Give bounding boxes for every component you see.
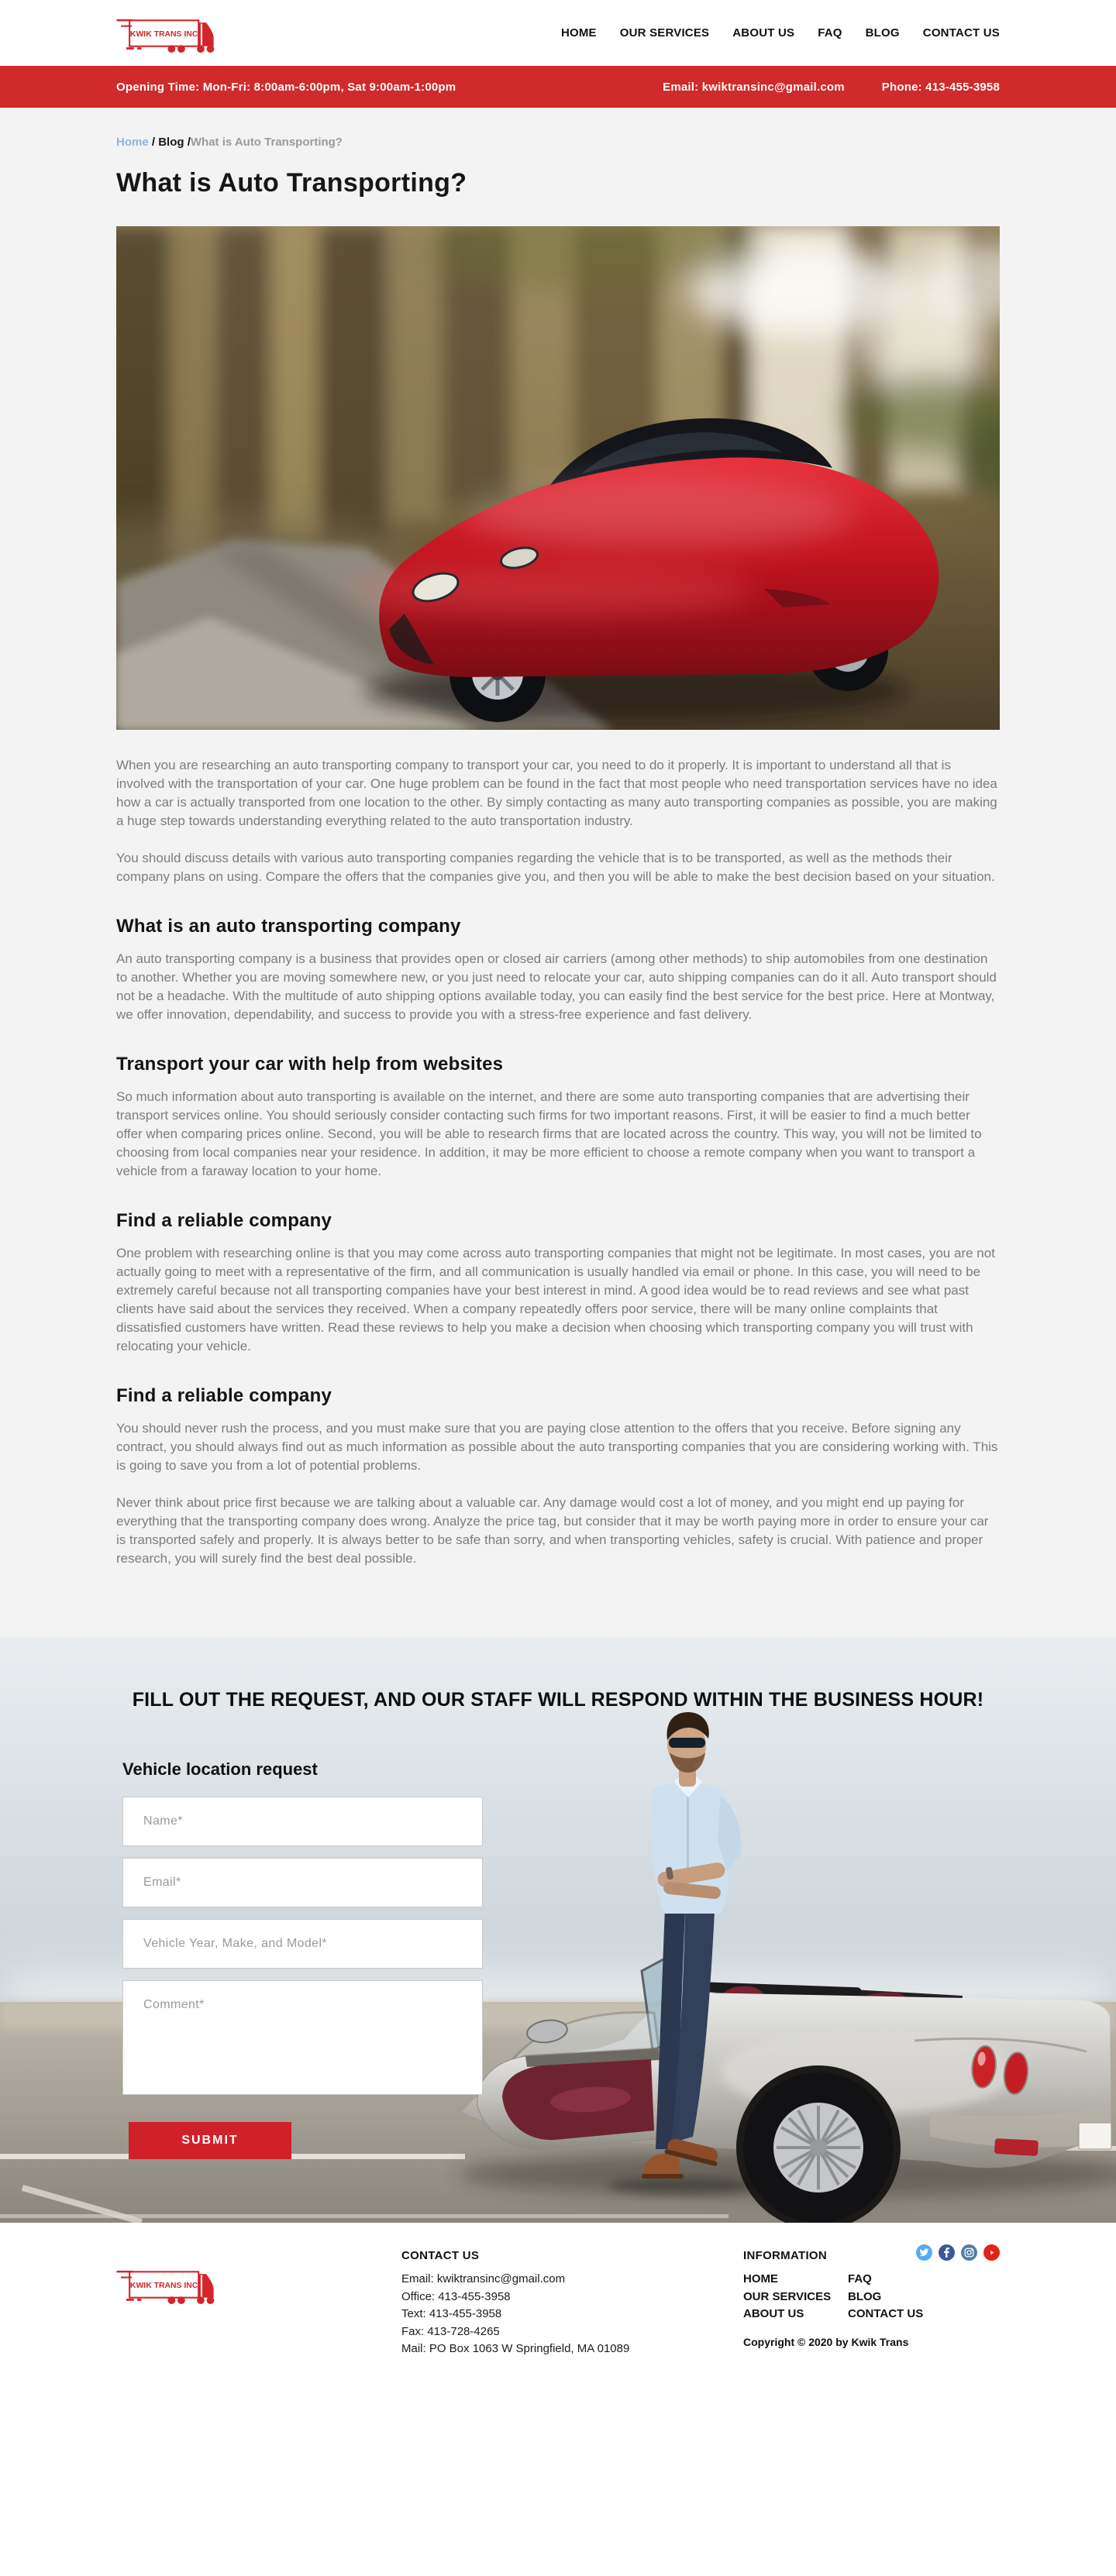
site-footer — [0, 2223, 1116, 2379]
truck-logo-icon — [116, 9, 225, 58]
name-field[interactable] — [122, 1797, 483, 1846]
contact-email: Email: kwiktransinc@gmail.com — [663, 80, 845, 94]
hero-image — [116, 226, 1000, 730]
nav-about-us[interactable]: ABOUT US — [732, 26, 795, 40]
submit-button[interactable]: SUBMIT — [129, 2122, 291, 2159]
social-links — [916, 2244, 1000, 2261]
footer-link-faq[interactable]: FAQ — [848, 2272, 872, 2285]
breadcrumb-separator: / — [148, 136, 159, 149]
section-heading: Find a reliable company — [116, 1210, 332, 1231]
section-paragraph: One problem with researching online is that you may come across auto transporting companies that might not be legitimate. In most cases, you are not actually going to meet with a representative of the firm, and all communication is usually handled via email or phone. In this case, you will need to be extremely careful because not all transporting companies have your best interest in mind. A good idea would be to read reviews and see what past clients have said about the services they received. When a company repeatedly offers poor service, there will be many online complaints that dissatisfied customers have written. Read these reviews to help you make a decision when choosing which transporting company you will trust with relocating your vehicle. — [116, 1246, 995, 1353]
youtube-icon[interactable] — [983, 2244, 1000, 2261]
request-banner: FILL OUT THE REQUEST, AND OUR STAFF WILL RESPOND WITHIN THE BUSINESS HOUR! — [132, 1689, 984, 1711]
form-title: Vehicle location request — [122, 1759, 318, 1779]
contact-line-office: Office: 413-455-3958 — [401, 2289, 511, 2303]
footer-link-about-us[interactable]: ABOUT US — [743, 2307, 804, 2320]
nav-contact-us[interactable]: CONTACT US — [922, 26, 1000, 40]
red-car-photo — [116, 226, 1000, 730]
section-paragraph: You should never rush the process, and you must make sure that you are paying close attention to the offers that you receive. Before signing any contract, you should always find out as much information as possible about the auto transporting companies that you are considering working with. This is going to save you from a lot of potential problems. — [116, 1421, 998, 1473]
footer-contact-block — [401, 2249, 629, 2358]
section-heading: What is an auto transporting company — [116, 916, 461, 937]
footer-information-block — [743, 2249, 923, 2323]
nav-faq[interactable]: FAQ — [818, 26, 842, 40]
breadcrumb-blog-link[interactable]: Blog — [158, 136, 184, 149]
truck-logo-icon — [116, 2260, 225, 2309]
comment-field[interactable] — [122, 1980, 483, 2095]
site-header — [0, 0, 1116, 66]
section-heading: Find a reliable company — [116, 1385, 332, 1406]
footer-brand-logo[interactable] — [116, 2260, 225, 2309]
request-section — [0, 1638, 1116, 2223]
breadcrumb-current: What is Auto Transporting? — [190, 136, 343, 149]
main-nav — [561, 26, 1000, 40]
intro-paragraph: When you are researching an auto transporting company to transport your car, you need to do it properly. It is important to understand all that is involved with the transportation of your car. One huge problem can be found in the fact that most people who need transportation services have no idea how a car is actually transported from one location to the other. By simply contacting as many auto transporting companies as possible, you are making a huge step towards understanding everything related to the auto transportation industry. — [116, 758, 997, 828]
copyright: Copyright © 2020 by Kwik Trans — [743, 2336, 909, 2348]
footer-link-home[interactable]: HOME — [743, 2272, 778, 2285]
facebook-icon[interactable] — [939, 2244, 955, 2261]
info-bar — [0, 66, 1116, 108]
brand-name: KWIK TRANS INC — [129, 29, 198, 39]
email-field[interactable] — [122, 1858, 483, 1907]
vehicle-location-form — [122, 1797, 483, 2159]
breadcrumb-home-link[interactable]: Home — [116, 136, 149, 149]
section-heading: Transport your car with help from websites — [116, 1054, 504, 1075]
footer-link-our-services[interactable]: OUR SERVICES — [743, 2289, 832, 2303]
nav-home[interactable]: HOME — [560, 26, 597, 40]
vehicle-field[interactable] — [122, 1919, 483, 1969]
brand-name: KWIK TRANS INC — [129, 2282, 198, 2291]
contact-line-email: Email: kwiktransinc@gmail.com — [401, 2272, 566, 2285]
nav-blog[interactable]: BLOG — [865, 26, 900, 40]
twitter-icon[interactable] — [916, 2244, 932, 2261]
footer-link-blog[interactable]: BLOG — [848, 2289, 882, 2303]
section-paragraph: Never think about price first because we are talking about a valuable car. Any damage would cost a lot of money, and you might end up paying for everything that the transporting company does wrong. Analyze the price tag, but consider that it may be worth paying more in order to ensure your car is transported safely and properly. It is always better to be safe than sorry, and when transporting vehicles, safety is crucial. With patience and proper research, you will surely find the best deal possible. — [116, 1495, 989, 1566]
article-body — [116, 730, 1000, 1568]
contact-line-mail: Mail: PO Box 1063 W Springfield, MA 01089 — [401, 2342, 630, 2355]
information-heading: INFORMATION — [743, 2249, 828, 2262]
footer-link-contact-us[interactable]: CONTACT US — [848, 2307, 924, 2320]
brand-logo[interactable] — [116, 9, 225, 58]
page-title: What is Auto Transporting? — [116, 168, 467, 198]
section-paragraph: An auto transporting company is a business that provides open or closed air carriers (among other methods) to ship automobiles from one destination to another. Whether you are moving somewhere new, or you just need to relocate your car, auto shipping companies can do it all. Auto transport should not be a headache. With the multitude of auto shipping options available today, you can easily find the best service for the best price. Here at Montway, we offer innovation, dependability, and success to provide you with a stress-free experience and fast delivery. — [116, 951, 997, 1022]
intro-paragraph: You should discuss details with various auto transporting companies regarding the vehicle that is to be transported, as well as the methods their company plans on using. Compare the offers that the companies give you, and then you will be able to make the best decision based on your situation. — [116, 851, 995, 884]
opening-hours: Opening Time: Mon-Fri: 8:00am-6:00pm, Sat 9:00am-1:00pm — [116, 80, 456, 94]
section-paragraph: So much information about auto transporting is available on the internet, and there are some auto transporting companies that are advertising their transport services online. You should seriously consider contacting such firms for two important reasons. First, it will be easier to find a much better offer when comparing prices online. Second, you will be able to research firms that are located across the country. This way, you will not be limited to choosing from local companies near your residence. In addition, it may be more efficient to choose a remote company when you want to transport a vehicle from a faraway location to your home. — [116, 1089, 982, 1178]
nav-our-services[interactable]: OUR SERVICES — [619, 26, 710, 40]
instagram-icon[interactable] — [961, 2244, 977, 2261]
article-section — [0, 108, 1116, 1638]
contact-line-fax: Fax: 413-728-4265 — [401, 2324, 500, 2338]
contact-heading: CONTACT US — [401, 2249, 480, 2262]
breadcrumb — [116, 108, 1000, 149]
breadcrumb-separator: / — [184, 136, 191, 149]
contact-phone: Phone: 413-455-3958 — [881, 80, 1000, 94]
contact-line-text: Text: 413-455-3958 — [401, 2307, 502, 2320]
